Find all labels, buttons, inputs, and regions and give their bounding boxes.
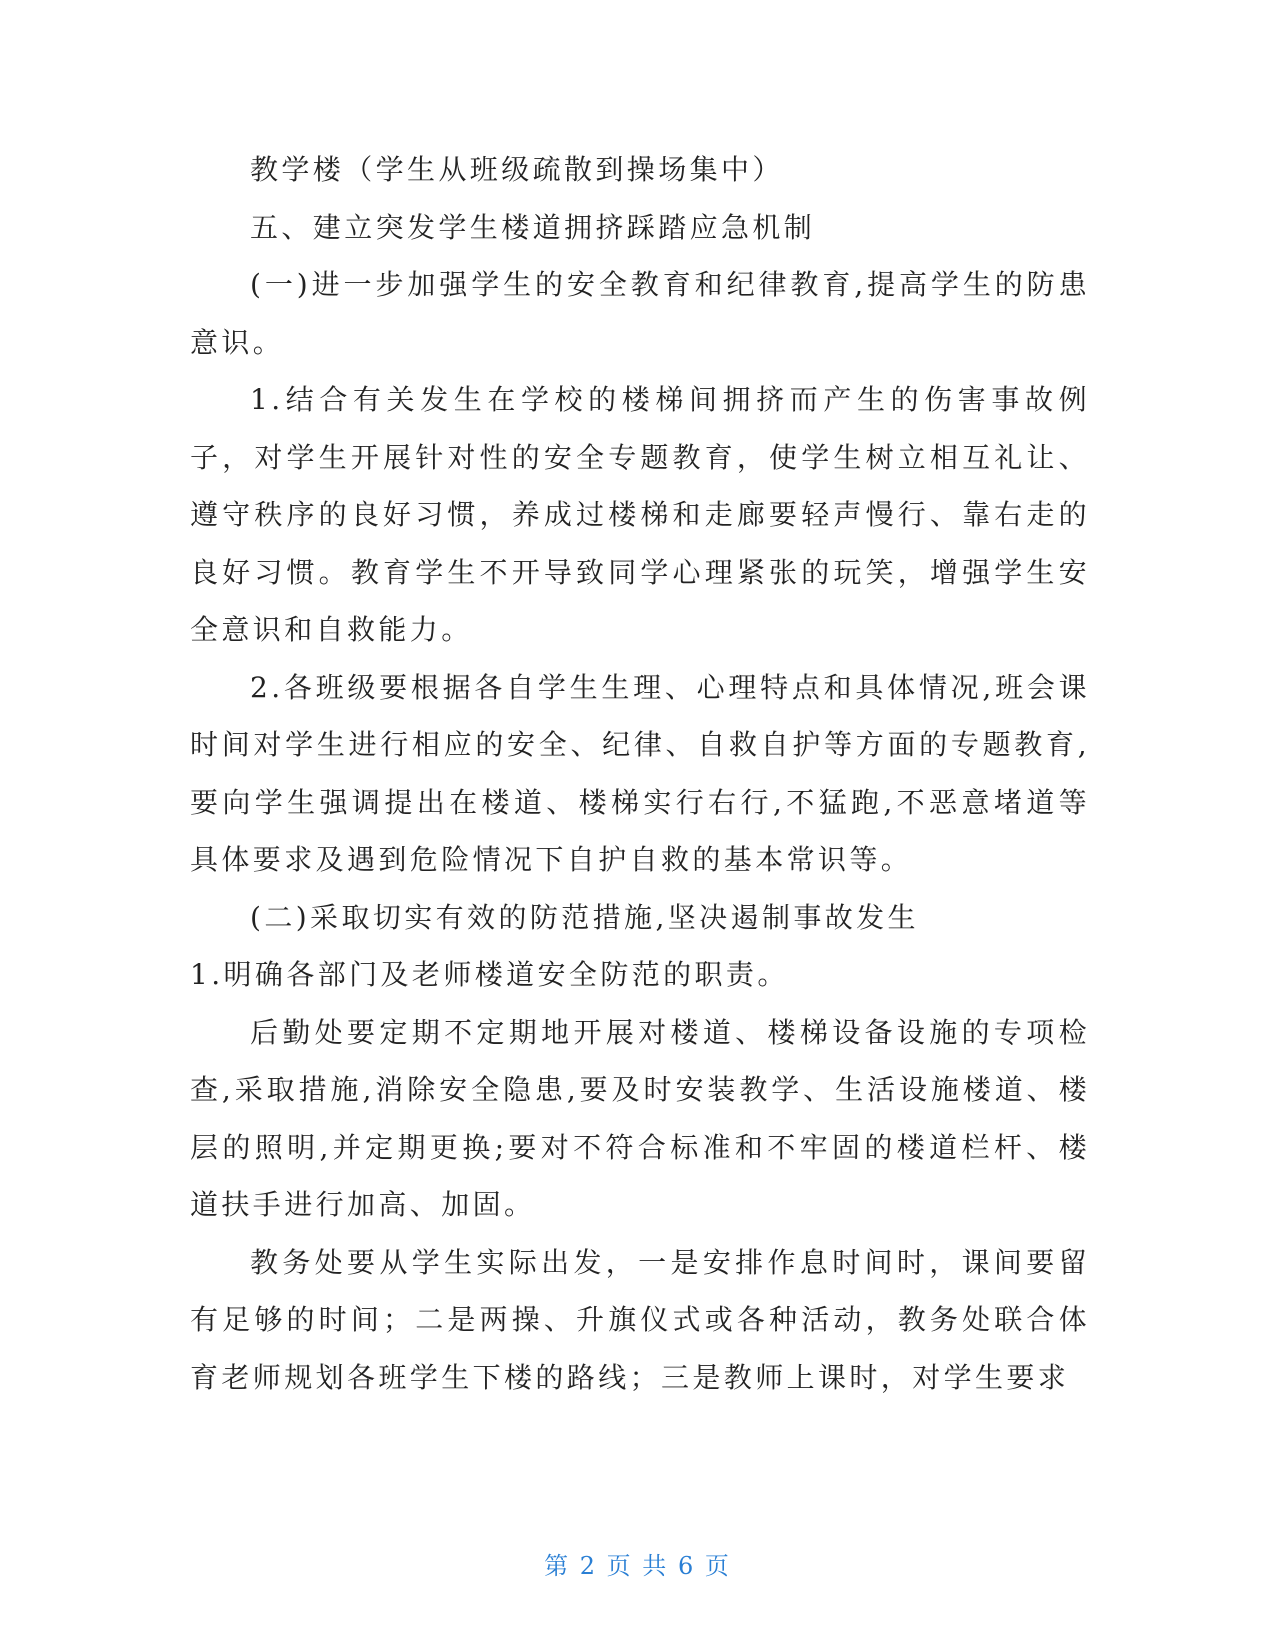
paragraph: 教学楼（学生从班级疏散到操场集中）: [250, 153, 784, 186]
page-number-footer: 第 2 页 共 6 页: [544, 1552, 731, 1580]
section-heading: 五、建立突发学生楼道拥挤踩踏应急机制: [250, 210, 816, 244]
subsection-heading: (一)进一步加强学生的安全教育和纪律教育,提高学生的防患意识。: [190, 268, 1090, 359]
document-body: [190, 141, 1090, 1406]
paragraph: 后勤处要定期不定期地开展对楼道、楼梯设备设施的专项检查,采取措施,消除安全隐患,要及时安装教学、生活设施楼道、楼层的照明,并定期更换;要对不符合标准和不牢固的楼道栏杆、楼道扶手进行加高、加固。: [190, 1015, 1090, 1221]
paragraph: 1.结合有关发生在学校的楼梯间拥挤而产生的伤害事故例子，对学生开展针对性的安全专题教育，使学生树立相互礼让、遵守秩序的良好习惯，养成过楼梯和走廊要轻声慢行、靠右走的良好习惯。教育学生不开导致同学心理紧张的玩笑，增强学生安全意识和自救能力。: [190, 383, 1090, 646]
paragraph: 1.明确各部门及老师楼道安全防范的职责。: [190, 958, 789, 991]
subsection-heading: (二)采取切实有效的防范措施,坚决遏制事故发生: [250, 900, 919, 934]
paragraph: 2.各班级要根据各自学生生理、心理特点和具体情况,班会课时间对学生进行相应的安全、纪律、自救自护等方面的专题教育,要向学生强调提出在楼道、楼梯实行右行,不猛跑,不恶意堵道等具体要求及遇到危险情况下自护自救的基本常识等。: [190, 670, 1090, 876]
paragraph: 教务处要从学生实际出发，一是安排作息时间时，课间要留有足够的时间；二是两操、升旗仪式或各种活动，教务处联合体育老师规划各班学生下楼的路线；三是教师上课时，对学生要求: [190, 1245, 1090, 1394]
